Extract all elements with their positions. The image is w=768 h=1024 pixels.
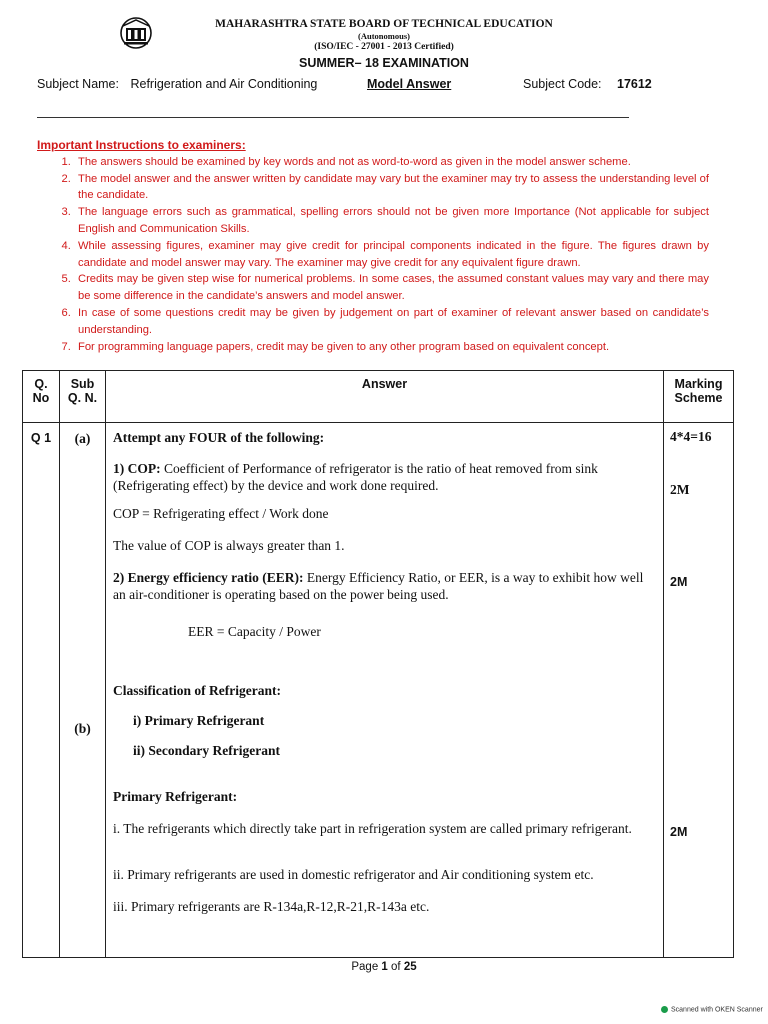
marking-header: Marking Scheme bbox=[664, 371, 734, 423]
subject-label: Subject Name: bbox=[37, 77, 119, 91]
exam-title: SUMMER– 18 EXAMINATION bbox=[299, 56, 469, 70]
primary-point-ii: ii. Primary refrigerants are used in domestic refrigerator and Air conditioning system etc. bbox=[113, 867, 594, 882]
question-number: Q 1 bbox=[23, 423, 60, 958]
instruction-item: 1. The answers should be examined by key words and not as word-to-word as given in the model answer scheme. bbox=[74, 154, 709, 171]
subject-code-label: Subject Code: bbox=[523, 77, 602, 91]
table-row bbox=[23, 423, 734, 958]
cop-marks: 2M bbox=[670, 482, 690, 497]
classification-primary: i) Primary Refrigerant bbox=[133, 713, 265, 728]
eer-label: 2) Energy efficiency ratio (EER): bbox=[113, 570, 304, 585]
page-label: Page bbox=[351, 961, 379, 973]
marking-cell bbox=[664, 423, 734, 958]
certification-label: (ISO/IEC - 27001 - 2013 Certified) bbox=[314, 42, 454, 52]
scanner-text: Scanned with OKEN Scanner bbox=[671, 1006, 763, 1014]
answer-table bbox=[22, 370, 734, 958]
primary-heading: Primary Refrigerant: bbox=[113, 789, 238, 804]
instruction-item: 3. The language errors such as grammatical, spelling errors should not be given more Importance (Not applicable for subject English and Communication Skills. bbox=[74, 204, 709, 238]
instruction-item: 6. In case of some questions credit may be given by judgement on part of examiner of relevant answer based on candidate’s understanding. bbox=[74, 305, 709, 339]
page-footer bbox=[0, 961, 768, 973]
sub-question-a: (a) bbox=[74, 431, 91, 446]
eer-text: Energy Efficiency Ratio, or EER, is a way to exhibit how well an air-conditioner is operating based on the power being used. bbox=[113, 570, 644, 602]
instruction-item: 2. The model answer and the answer written by candidate may vary but the examiner may try to assess the understanding level of the candidate. bbox=[74, 171, 709, 205]
answer-header: Answer bbox=[106, 371, 664, 423]
autonomous-label: (Autonomous) bbox=[358, 31, 410, 41]
instructions-list bbox=[37, 154, 709, 356]
cop-note: The value of COP is always greater than 1. bbox=[113, 538, 345, 553]
scanner-watermark bbox=[661, 1006, 763, 1013]
instructions-block bbox=[37, 137, 709, 355]
model-answer-label: Model Answer bbox=[367, 77, 452, 91]
subject-row bbox=[37, 77, 652, 91]
page-of-label: of bbox=[391, 961, 401, 973]
sub-question-cell bbox=[60, 423, 106, 958]
scanner-logo-icon bbox=[661, 1006, 668, 1013]
attempt-marks: 4*4=16 bbox=[670, 429, 712, 444]
subject-name: Refrigeration and Air Conditioning bbox=[130, 77, 318, 91]
instructions-heading: Important Instructions to examiners: bbox=[37, 138, 246, 152]
eer-definition bbox=[113, 569, 653, 603]
eer-marks: 2M bbox=[670, 575, 688, 589]
instruction-item: 7. For programming language papers, credit may be given to any other program based on equivalent concept. bbox=[74, 339, 709, 356]
primary-point-i: i. The refrigerants which directly take part in refrigeration system are called primary refrigerant. bbox=[113, 821, 632, 836]
cop-label: 1) COP: bbox=[113, 461, 161, 476]
answer-cell bbox=[106, 423, 664, 958]
q-no-header: Q. No bbox=[23, 371, 60, 423]
sub-qn-header: Sub Q. N. bbox=[60, 371, 106, 423]
primary-marks: 2M bbox=[670, 825, 688, 839]
board-name: MAHARASHTRA STATE BOARD OF TECHNICAL EDUCATION bbox=[215, 18, 553, 30]
header-divider bbox=[37, 117, 629, 118]
classification-secondary: ii) Secondary Refrigerant bbox=[133, 743, 280, 758]
page-number: 1 bbox=[381, 961, 388, 973]
subject-code-value: 17612 bbox=[617, 77, 652, 91]
cop-text: Coefficient of Performance of refrigerator is the ratio of heat removed from sink (Refrigerating effect) by the device and work done required. bbox=[113, 461, 598, 493]
cop-formula: COP = Refrigerating effect / Work done bbox=[113, 506, 329, 521]
primary-point-iii: iii. Primary refrigerants are R-134a,R-12,R-21,R-143a etc. bbox=[113, 899, 430, 914]
attempt-instruction: Attempt any FOUR of the following: bbox=[113, 430, 325, 445]
classification-heading: Classification of Refrigerant: bbox=[113, 683, 281, 698]
eer-formula: EER = Capacity / Power bbox=[188, 624, 321, 639]
instruction-item: 5. Credits may be given step wise for numerical problems. In some cases, the assumed constant values may vary and there may be some difference in the candidate’s answers and model answer. bbox=[74, 271, 709, 305]
table-header-row bbox=[23, 371, 734, 423]
cop-definition bbox=[113, 460, 653, 494]
page-total: 25 bbox=[403, 961, 417, 973]
instruction-item: 4. While assessing figures, examiner may give credit for principal components indicated in the figure. The figures drawn by candidate and model answer may vary. The examiner may give credit for any equivalent figure drawn. bbox=[74, 238, 709, 272]
sub-question-b: (b) bbox=[74, 721, 91, 736]
